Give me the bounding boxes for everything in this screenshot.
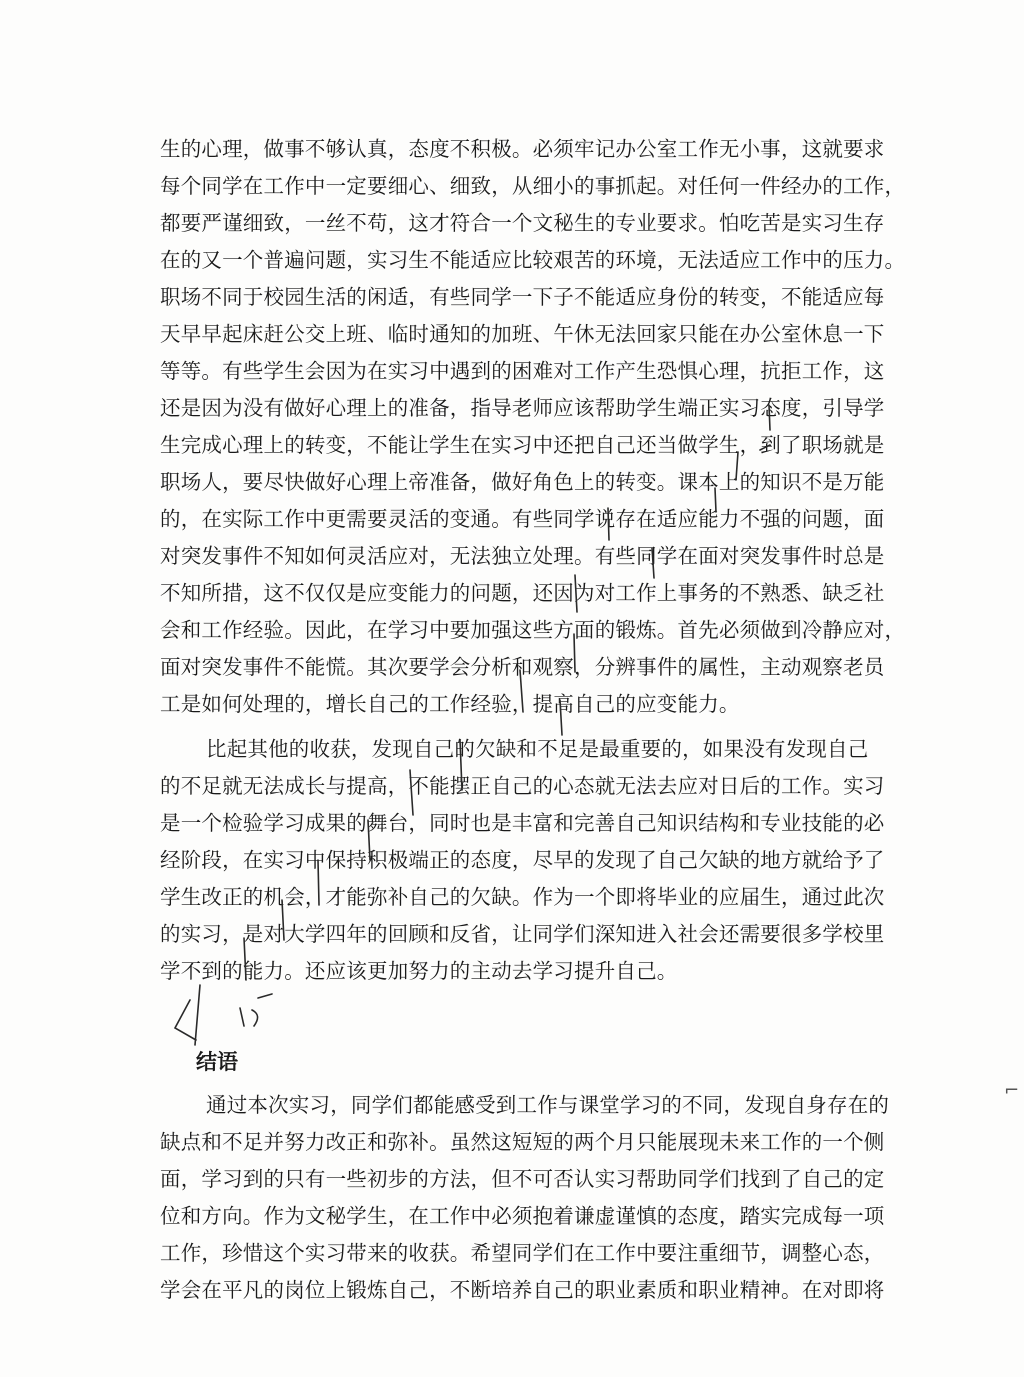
text-line: 生的心理，做事不够认真，态度不积极。必须牢记办公室工作无小事，这就要求 — [160, 137, 885, 161]
text-line: 等等。有些学生会因为在实习中遇到的困难对工作产生恐惧心理，抗拒工作，这 — [160, 359, 885, 383]
text-line: 比起其他的收获，发现自己的欠缺和不足是最重要的，如果没有发现自己 — [206, 737, 869, 761]
text-line: 面，学习到的只有一些初步的方法，但不可否认实习帮助同学们找到了自己的定 — [160, 1167, 885, 1191]
text-line: 对突发事件不知如何灵活应对，无法独立处理。有些同学在面对突发事件时总是 — [160, 544, 885, 568]
text-line: 经阶段，在实习中保持积极端正的态度，尽早的发现了自己欠缺的地方就给予了 — [160, 848, 885, 872]
text-line: 缺点和不足并努力改正和弥补。虽然这短短的两个月只能展现未来工作的一个侧 — [160, 1130, 885, 1154]
text-line: 的，在实际工作中更需要灵活的变通。有些同学说存在适应能力不强的问题，面 — [160, 507, 885, 531]
text-line: 不知所措，这不仅仅是应变能力的问题，还因为对工作上事务的不熟悉、缺乏社 — [160, 581, 885, 605]
text-line: 工作，珍惜这个实习带来的收获。希望同学们在工作中要注重细节，调整心态， — [160, 1241, 885, 1265]
section-heading: 结语 — [196, 1050, 238, 1074]
pen-mark — [175, 1000, 196, 1040]
text-line: 工是如何处理的，增长自己的工作经验，提高自己的应变能力。 — [160, 692, 740, 716]
text-line: 会和工作经验。因此，在学习中要加强这些方面的锻炼。首先必须做到冷静应对， — [160, 618, 906, 642]
text-line: 天早早起床赶公交上班、临时通知的加班、午休无法回家只能在办公室休息一下 — [160, 322, 885, 346]
text-line: 还是因为没有做好心理上的准备，指导老师应该帮助学生端正实习态度，引导学 — [160, 396, 885, 420]
pen-mark — [195, 985, 200, 1045]
text-line: 生完成心理上的转变，不能让学生在实习中还把自己还当做学生，到了职场就是 — [160, 433, 885, 457]
pen-mark — [240, 1008, 244, 1026]
text-line: 是一个检验学习成果的舞台，同时也是丰富和完善自己知识结构和专业技能的必 — [160, 811, 885, 835]
text-line: 面对突发事件不能慌。其次要学会分析和观察，分辨事件的属性，主动观察老员 — [160, 655, 885, 679]
pen-mark — [258, 994, 272, 998]
text-line: 职场人，要尽快做好心理上帝准备，做好角色上的转变。课本上的知识不是万能 — [160, 470, 885, 494]
text-line: 的实习，是对大学四年的回顾和反省，让同学们深知进入社会还需要很多学校里 — [160, 922, 885, 946]
pen-mark — [252, 1010, 258, 1026]
text-line: 的不足就无法成长与提高，不能摆正自己的心态就无法去应对日后的工作。实习 — [160, 774, 885, 798]
text-line: 在的又一个普遍问题，实习生不能适应比较艰苦的环境，无法适应工作中的压力。 — [160, 248, 906, 272]
text-line: 位和方向。作为文秘学生，在工作中必须抱着谦虚谨慎的态度，踏实完成每一项 — [160, 1204, 885, 1228]
text-line: 学会在平凡的岗位上锻炼自己，不断培养自己的职业素质和职业精神。在对即将 — [160, 1278, 885, 1302]
text-line: 学生改正的机会，才能弥补自己的欠缺。作为一个即将毕业的应届生，通过此次 — [160, 885, 885, 909]
text-line: 每个同学在工作中一定要细心、细致，从细小的事抓起。对任何一件经办的工作， — [160, 174, 906, 198]
text-line: 职场不同于校园生活的闲适，有些同学一下子不能适应身份的转变，不能适应每 — [160, 285, 885, 309]
text-line: 通过本次实习，同学们都能感受到工作与课堂学习的不同，发现自身存在的 — [206, 1093, 890, 1117]
text-line: 都要严谨细致，一丝不苟，这才符合一个文秘生的专业要求。怕吃苦是实习生存 — [160, 211, 885, 235]
text-line: 学不到的能力。还应该更加努力的主动去学习提升自己。 — [160, 959, 678, 983]
scan-edge-mark: ⌐ — [1004, 1080, 1020, 1101]
